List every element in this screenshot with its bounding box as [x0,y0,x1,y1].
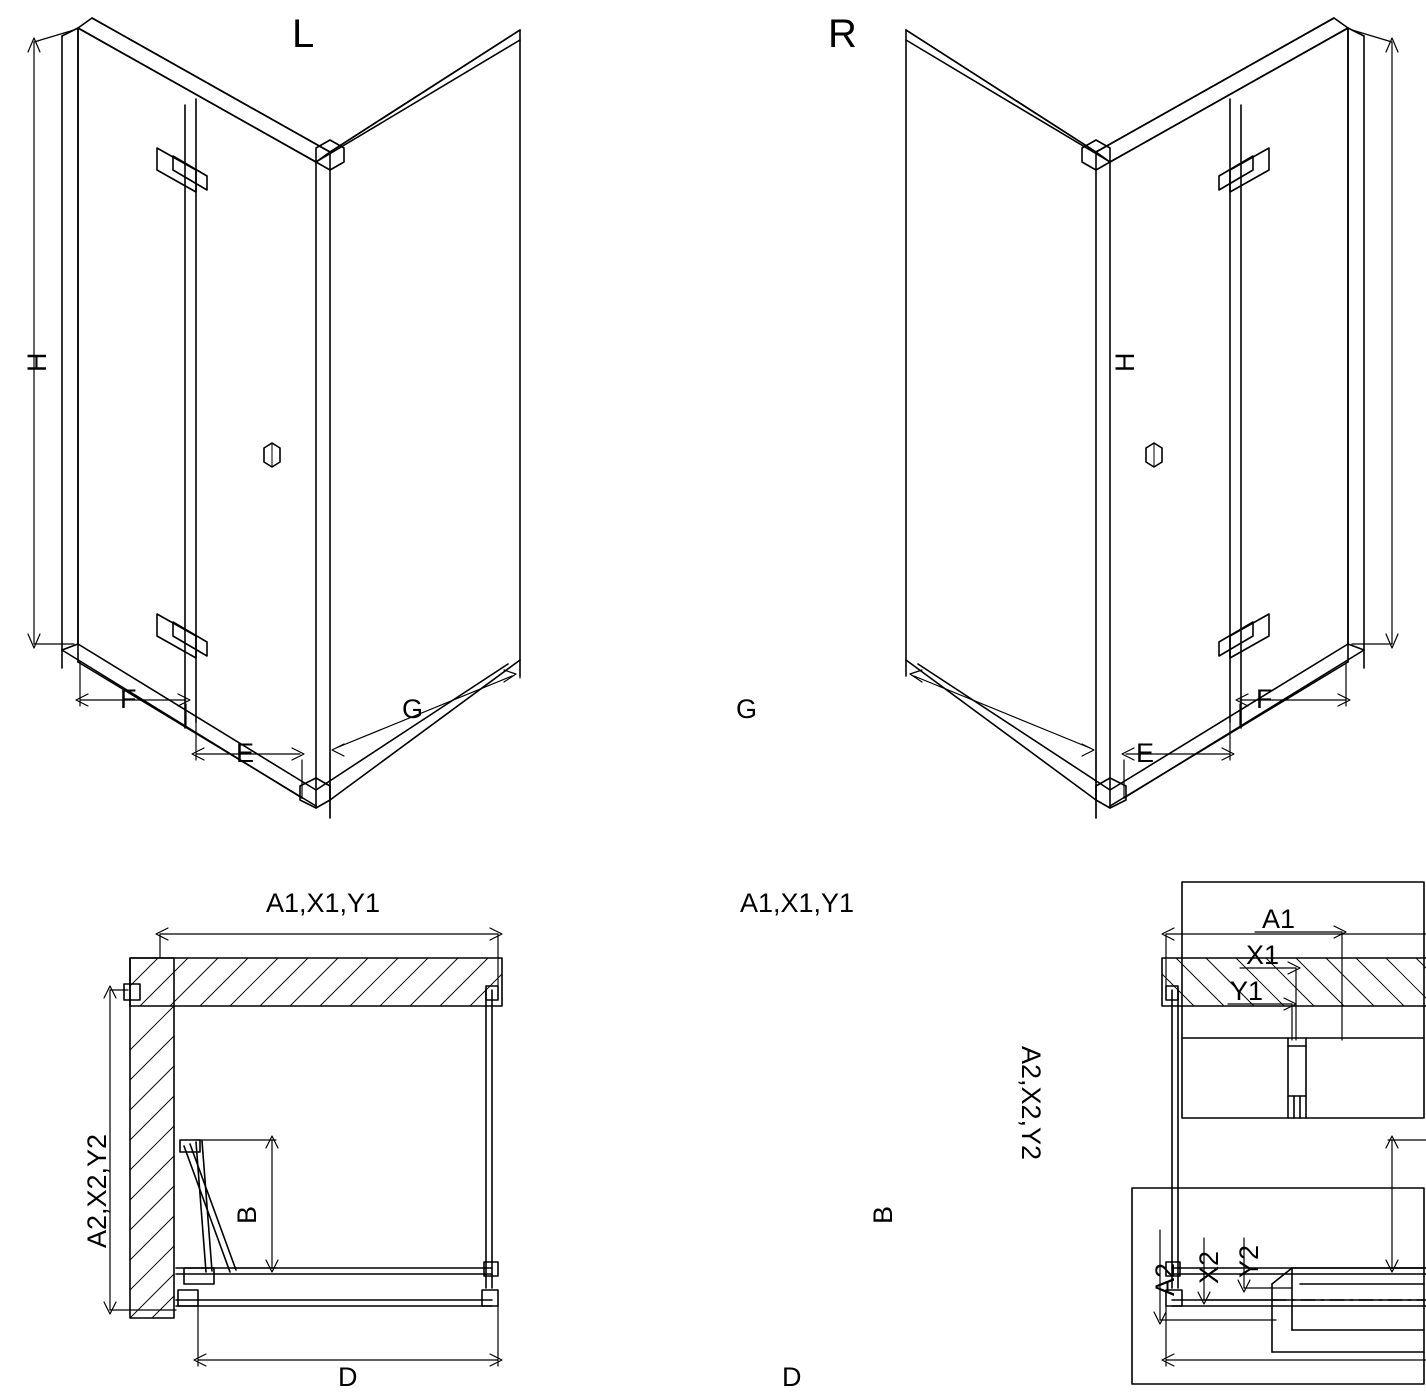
plan-left-dim-swing: B [232,1205,262,1224]
plan-left-dim-bottom: D [338,1362,358,1392]
iso-left-label-height: H [22,352,52,372]
plan-right-dim-swing: B [868,1205,898,1224]
plan-right-dim-top: A1,X1,Y1 [740,888,855,918]
iso-right-label-fixed-panel: F [1256,684,1273,714]
title-right-hand: R [828,12,857,56]
iso-right-label-side-panel: G [736,694,758,724]
detail-bottom-label-y2: Y2 [1234,1244,1264,1278]
detail-top-label-x1: X1 [1246,940,1280,970]
plan-right-dim-bottom: D [782,1362,802,1392]
detail-top-label-y1: Y1 [1230,976,1264,1006]
detail-top-label-a1: A1 [1262,904,1296,934]
iso-right-label-height: H [1110,352,1140,372]
plan-left-geometry [124,958,502,1318]
plan-left-dim-top: A1,X1,Y1 [266,888,381,918]
plan-left-dim-side: A2,X2,Y2 [82,1133,112,1248]
title-left-hand: L [292,12,315,56]
iso-left-label-door: E [236,738,255,768]
detail-bottom-label-a2: A2 [1150,1262,1180,1296]
plan-right-dim-side: A2,X2,Y2 [1016,1046,1046,1161]
iso-left-label-fixed-panel: F [120,684,137,714]
detail-bottom-label-x2: X2 [1194,1250,1224,1284]
iso-right-dim-height [1352,30,1398,648]
iso-right-geometry [906,18,1364,818]
iso-left-label-side-panel: G [402,694,424,724]
iso-left-dim-height [28,30,74,648]
iso-right-label-door: E [1136,738,1155,768]
